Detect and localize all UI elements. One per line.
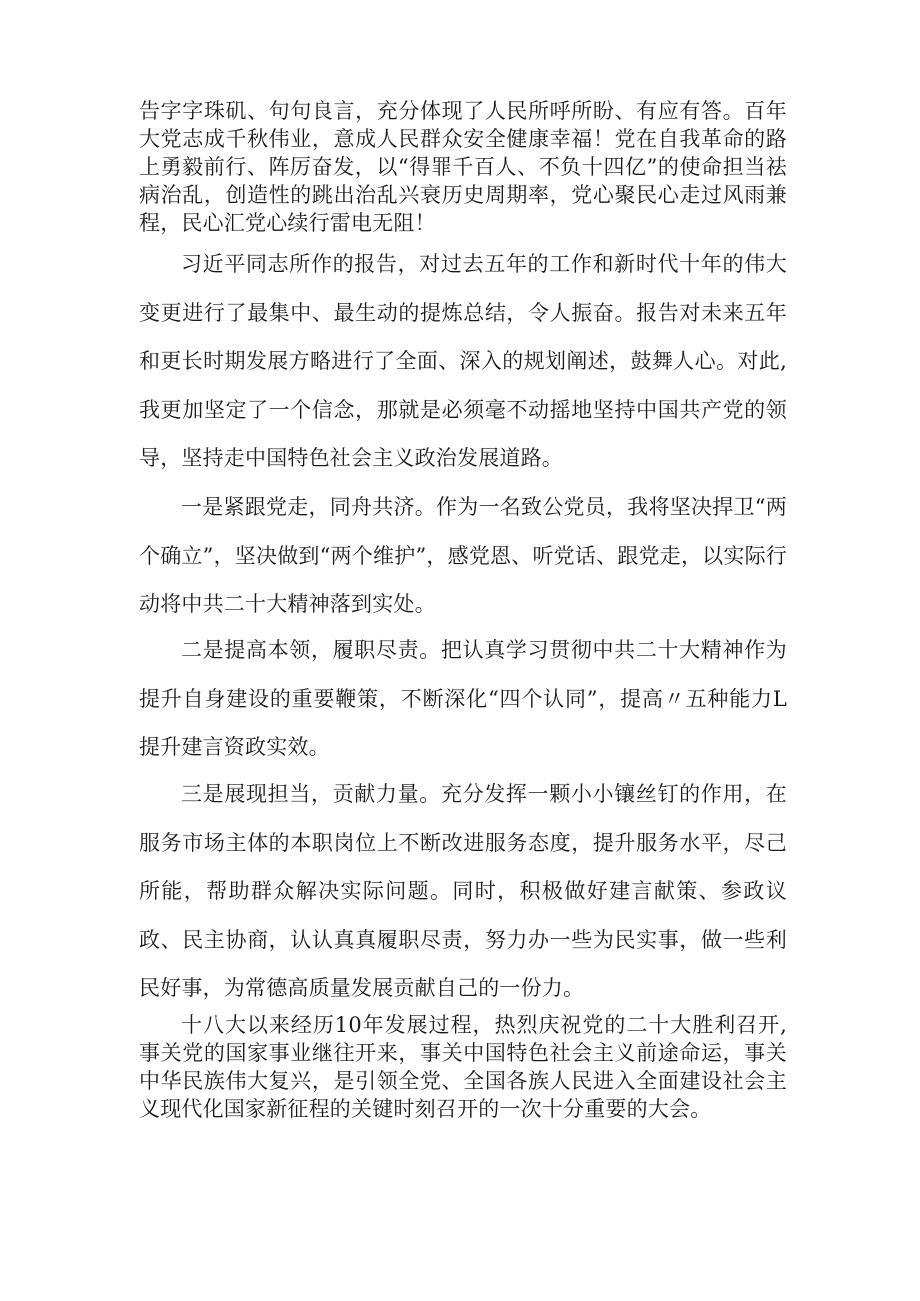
paragraph-opening: 告字字珠矶、句句良言，充分体现了人民所呼所盼、有应有答。百年大党志成千秋伟业，意成人民群众安全健康幸福！党在自我革命的路上勇毅前行、阵厉奋发，以“得罪千百人、不负十四亿”的使命担当祛病治乱，创造性的跳出治乱兴衰历史周期率，党心聚民心走过风雨兼程，民心汇党心续行雷电无阻！ bbox=[139, 99, 787, 235]
paragraph-closing: 十八大以来经历10年发展过程，热烈庆祝党的二十大胜利召开,事关党的国家事业继往开来，事关中国特色社会主义前途命运，事关中华民族伟大复兴，是引领全党、全国各族人民进入全面建设社会主义现代化国家新征程的关键时刻召开的一次十分重要的大会。 bbox=[139, 1013, 787, 1121]
paragraph-point-one: 一是紧跟党走，同舟共济。作为一名致公党员，我将坚决捍卫“两个确立”，坚决做到“两个维护”，感党恩、听党话、跟党走，以实际行动将中共二十大精神落到实处。 bbox=[139, 495, 787, 616]
paragraph-point-three: 三是展现担当，贡献力量。充分发挥一颗小小镶丝钉的作用，在服务市场主体的本职岗位上不断改进服务态度，提升服务水平，尽己所能，帮助群众解决实际问题。同时，积极做好建言献策、参政议政、民主协商，认认真真履职尽责，努力办一些为民实事，做一些利民好事，为常德高质量发展贡献自己的一份力。 bbox=[139, 782, 787, 1000]
paragraph-point-two: 二是提高本领，履职尽责。把认真学习贯彻中共二十大精神作为提升自身建设的重要鞭策，不断深化“四个认同”，提高〃五种能力L提升建言资政实效。 bbox=[139, 638, 787, 759]
paragraph-report-summary: 习近平同志所作的报告，对过去五年的工作和新时代十年的伟大变更进行了最集中、最生动的提炼总结，令人振奋。报告对未来五年和更长时期发展方略进行了全面、深入的规划阐述，鼓舞人心。对此,我更加坚定了一个信念，那就是必须毫不动摇地坚持中国共产党的领导，坚持走中国特色社会主义政治发展道路。 bbox=[139, 252, 787, 470]
